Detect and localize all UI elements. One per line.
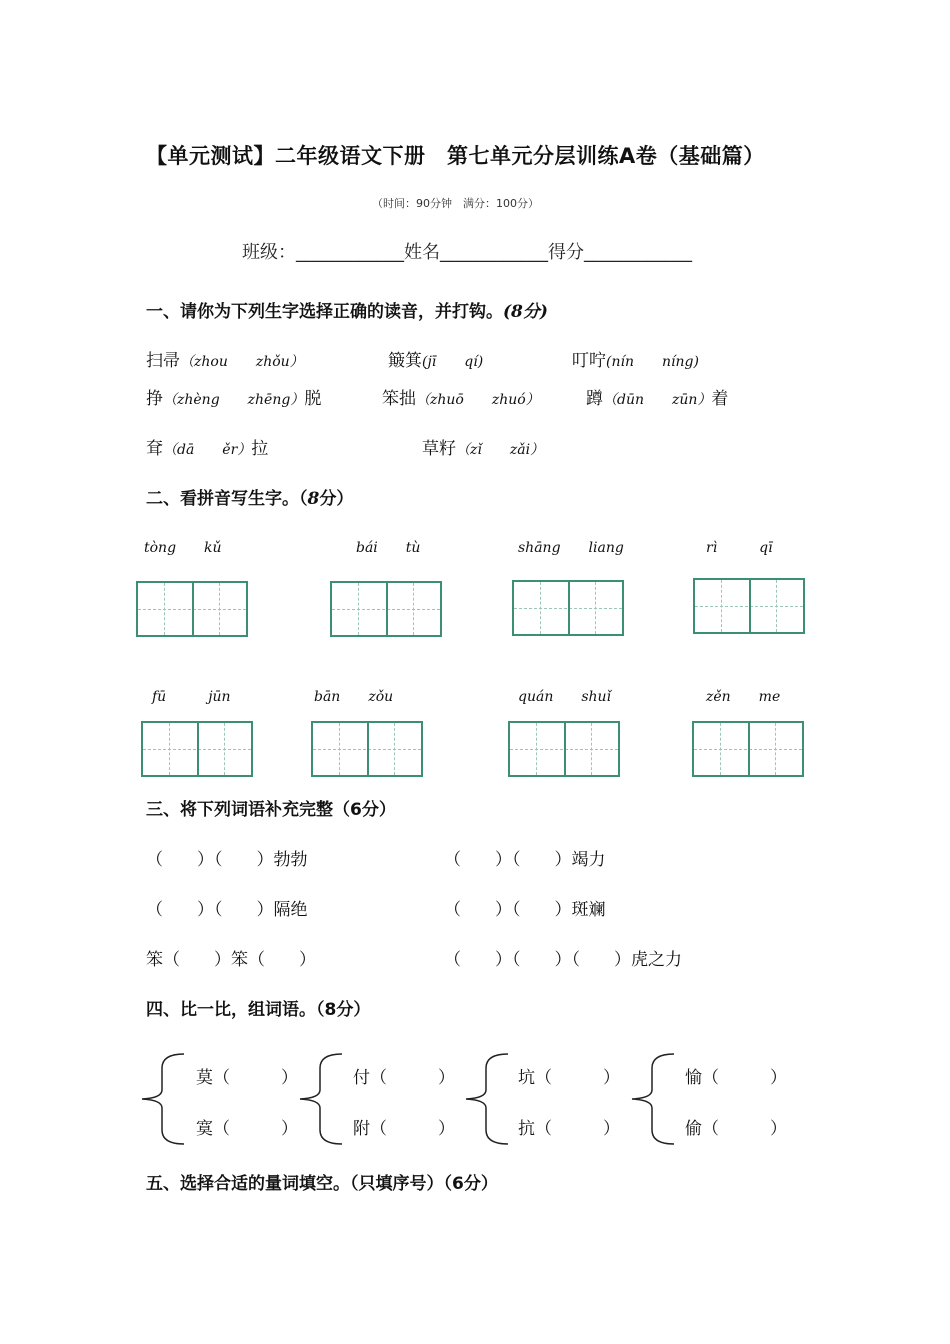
section-2-heading-tail: 分） xyxy=(319,489,354,509)
s4-item: 莫（ ） xyxy=(196,1068,298,1088)
s3-row: （ ）（ ）（ ）虎之力 xyxy=(444,950,682,970)
s1-item xyxy=(146,384,321,409)
s4-item: 抗（ ） xyxy=(518,1119,620,1139)
brace-icon xyxy=(298,1050,344,1148)
s4-item: 坑（ ） xyxy=(518,1068,620,1088)
s1-item-word: 簸箕 xyxy=(388,351,422,371)
s1-item xyxy=(146,434,268,459)
s1-item-pinyin: （dā ěr） xyxy=(163,442,252,458)
s1-item-word: 蹲 xyxy=(586,389,603,409)
s1-item-word: 草籽 xyxy=(422,439,456,459)
section-1-heading xyxy=(146,297,548,322)
s1-item-word-tail: 拉 xyxy=(251,439,269,459)
time-score-note: （时间：90分钟 满分：100分） xyxy=(372,197,539,210)
grid-pinyin: fū jūn xyxy=(152,689,231,705)
brace-icon xyxy=(464,1050,510,1148)
brace-icon xyxy=(140,1050,186,1148)
writing-grid[interactable] xyxy=(141,721,253,777)
grid-pinyin: bái tù xyxy=(356,540,421,556)
s1-item-word-tail: 着 xyxy=(711,389,729,409)
s1-item-pinyin: （dūn zūn） xyxy=(603,392,712,408)
section-2-heading-text: 二、看拼音写生字。（ xyxy=(146,489,308,509)
s1-item xyxy=(388,346,483,371)
section-5-heading: 五、选择合适的量词填空。（只填序号）（6分） xyxy=(146,1174,498,1194)
writing-grid[interactable] xyxy=(330,581,442,637)
grid-pinyin: shāng liang xyxy=(518,540,624,556)
s3-row: （ ）（ ）隔绝 xyxy=(146,900,308,920)
s1-item-word: 耷 xyxy=(146,439,163,459)
writing-grid[interactable] xyxy=(693,578,805,634)
grid-pinyin: zěn me xyxy=(706,689,781,705)
writing-grid[interactable] xyxy=(136,581,248,637)
grid-pinyin: rì qī xyxy=(706,540,773,556)
writing-grid[interactable] xyxy=(508,721,620,777)
student-info-line: 班级：____________姓名____________得分____________ xyxy=(242,242,692,263)
section-2-heading xyxy=(146,484,353,509)
s4-item: 寞（ ） xyxy=(196,1119,298,1139)
section-1-heading-text: 一、请你为下列生字选择正确的读音，并打钩。 xyxy=(146,302,503,322)
s1-item xyxy=(422,434,544,459)
s1-item-word: 扫帚 xyxy=(146,351,180,371)
s3-row: （ ）（ ）竭力 xyxy=(444,850,606,870)
writing-grid[interactable] xyxy=(512,580,624,636)
s1-item-pinyin: （zhuō zhuó） xyxy=(416,392,540,408)
section-2-heading-score: 8 xyxy=(307,489,320,509)
grid-pinyin: bān zǒu xyxy=(314,689,394,705)
s4-item: 付（ ） xyxy=(353,1068,455,1088)
s1-item-word: 挣 xyxy=(146,389,163,409)
s4-item: 偷（ ） xyxy=(685,1119,787,1139)
section-3-heading: 三、将下列词语补充完整（6分） xyxy=(146,800,396,820)
s1-item-word: 叮咛 xyxy=(572,351,606,371)
s3-row: 笨（ ）笨（ ） xyxy=(146,950,316,970)
s4-item: 愉（ ） xyxy=(685,1068,787,1088)
s1-item xyxy=(572,346,699,371)
s1-item-word: 笨拙 xyxy=(382,389,416,409)
s3-row: （ ）（ ）勃勃 xyxy=(146,850,308,870)
grid-pinyin: tòng kǔ xyxy=(144,540,222,556)
brace-icon xyxy=(630,1050,676,1148)
page-title: 【单元测试】二年级语文下册 第七单元分层训练A卷（基础篇） xyxy=(146,144,765,168)
s1-item-pinyin: （zhèng zhēng） xyxy=(163,392,305,408)
grid-pinyin: quán shuǐ xyxy=(518,689,612,705)
s1-item-pinyin: (jī qí) xyxy=(422,354,484,370)
section-1-heading-score: (8分) xyxy=(503,302,548,322)
s1-item xyxy=(586,384,728,409)
s1-item xyxy=(382,384,540,409)
writing-grid[interactable] xyxy=(692,721,804,777)
s3-row: （ ）（ ）斑斓 xyxy=(444,900,606,920)
s4-item: 附（ ） xyxy=(353,1119,455,1139)
s1-item xyxy=(146,346,304,371)
s1-item-pinyin: (nín níng) xyxy=(606,354,699,370)
writing-grid[interactable] xyxy=(311,721,423,777)
section-4-heading: 四、比一比，组词语。（8分） xyxy=(146,1000,371,1020)
s1-item-pinyin: （zǐ zǎi） xyxy=(456,442,545,458)
s1-item-pinyin: （zhou zhǒu） xyxy=(180,354,304,370)
s1-item-word-tail: 脱 xyxy=(304,389,322,409)
